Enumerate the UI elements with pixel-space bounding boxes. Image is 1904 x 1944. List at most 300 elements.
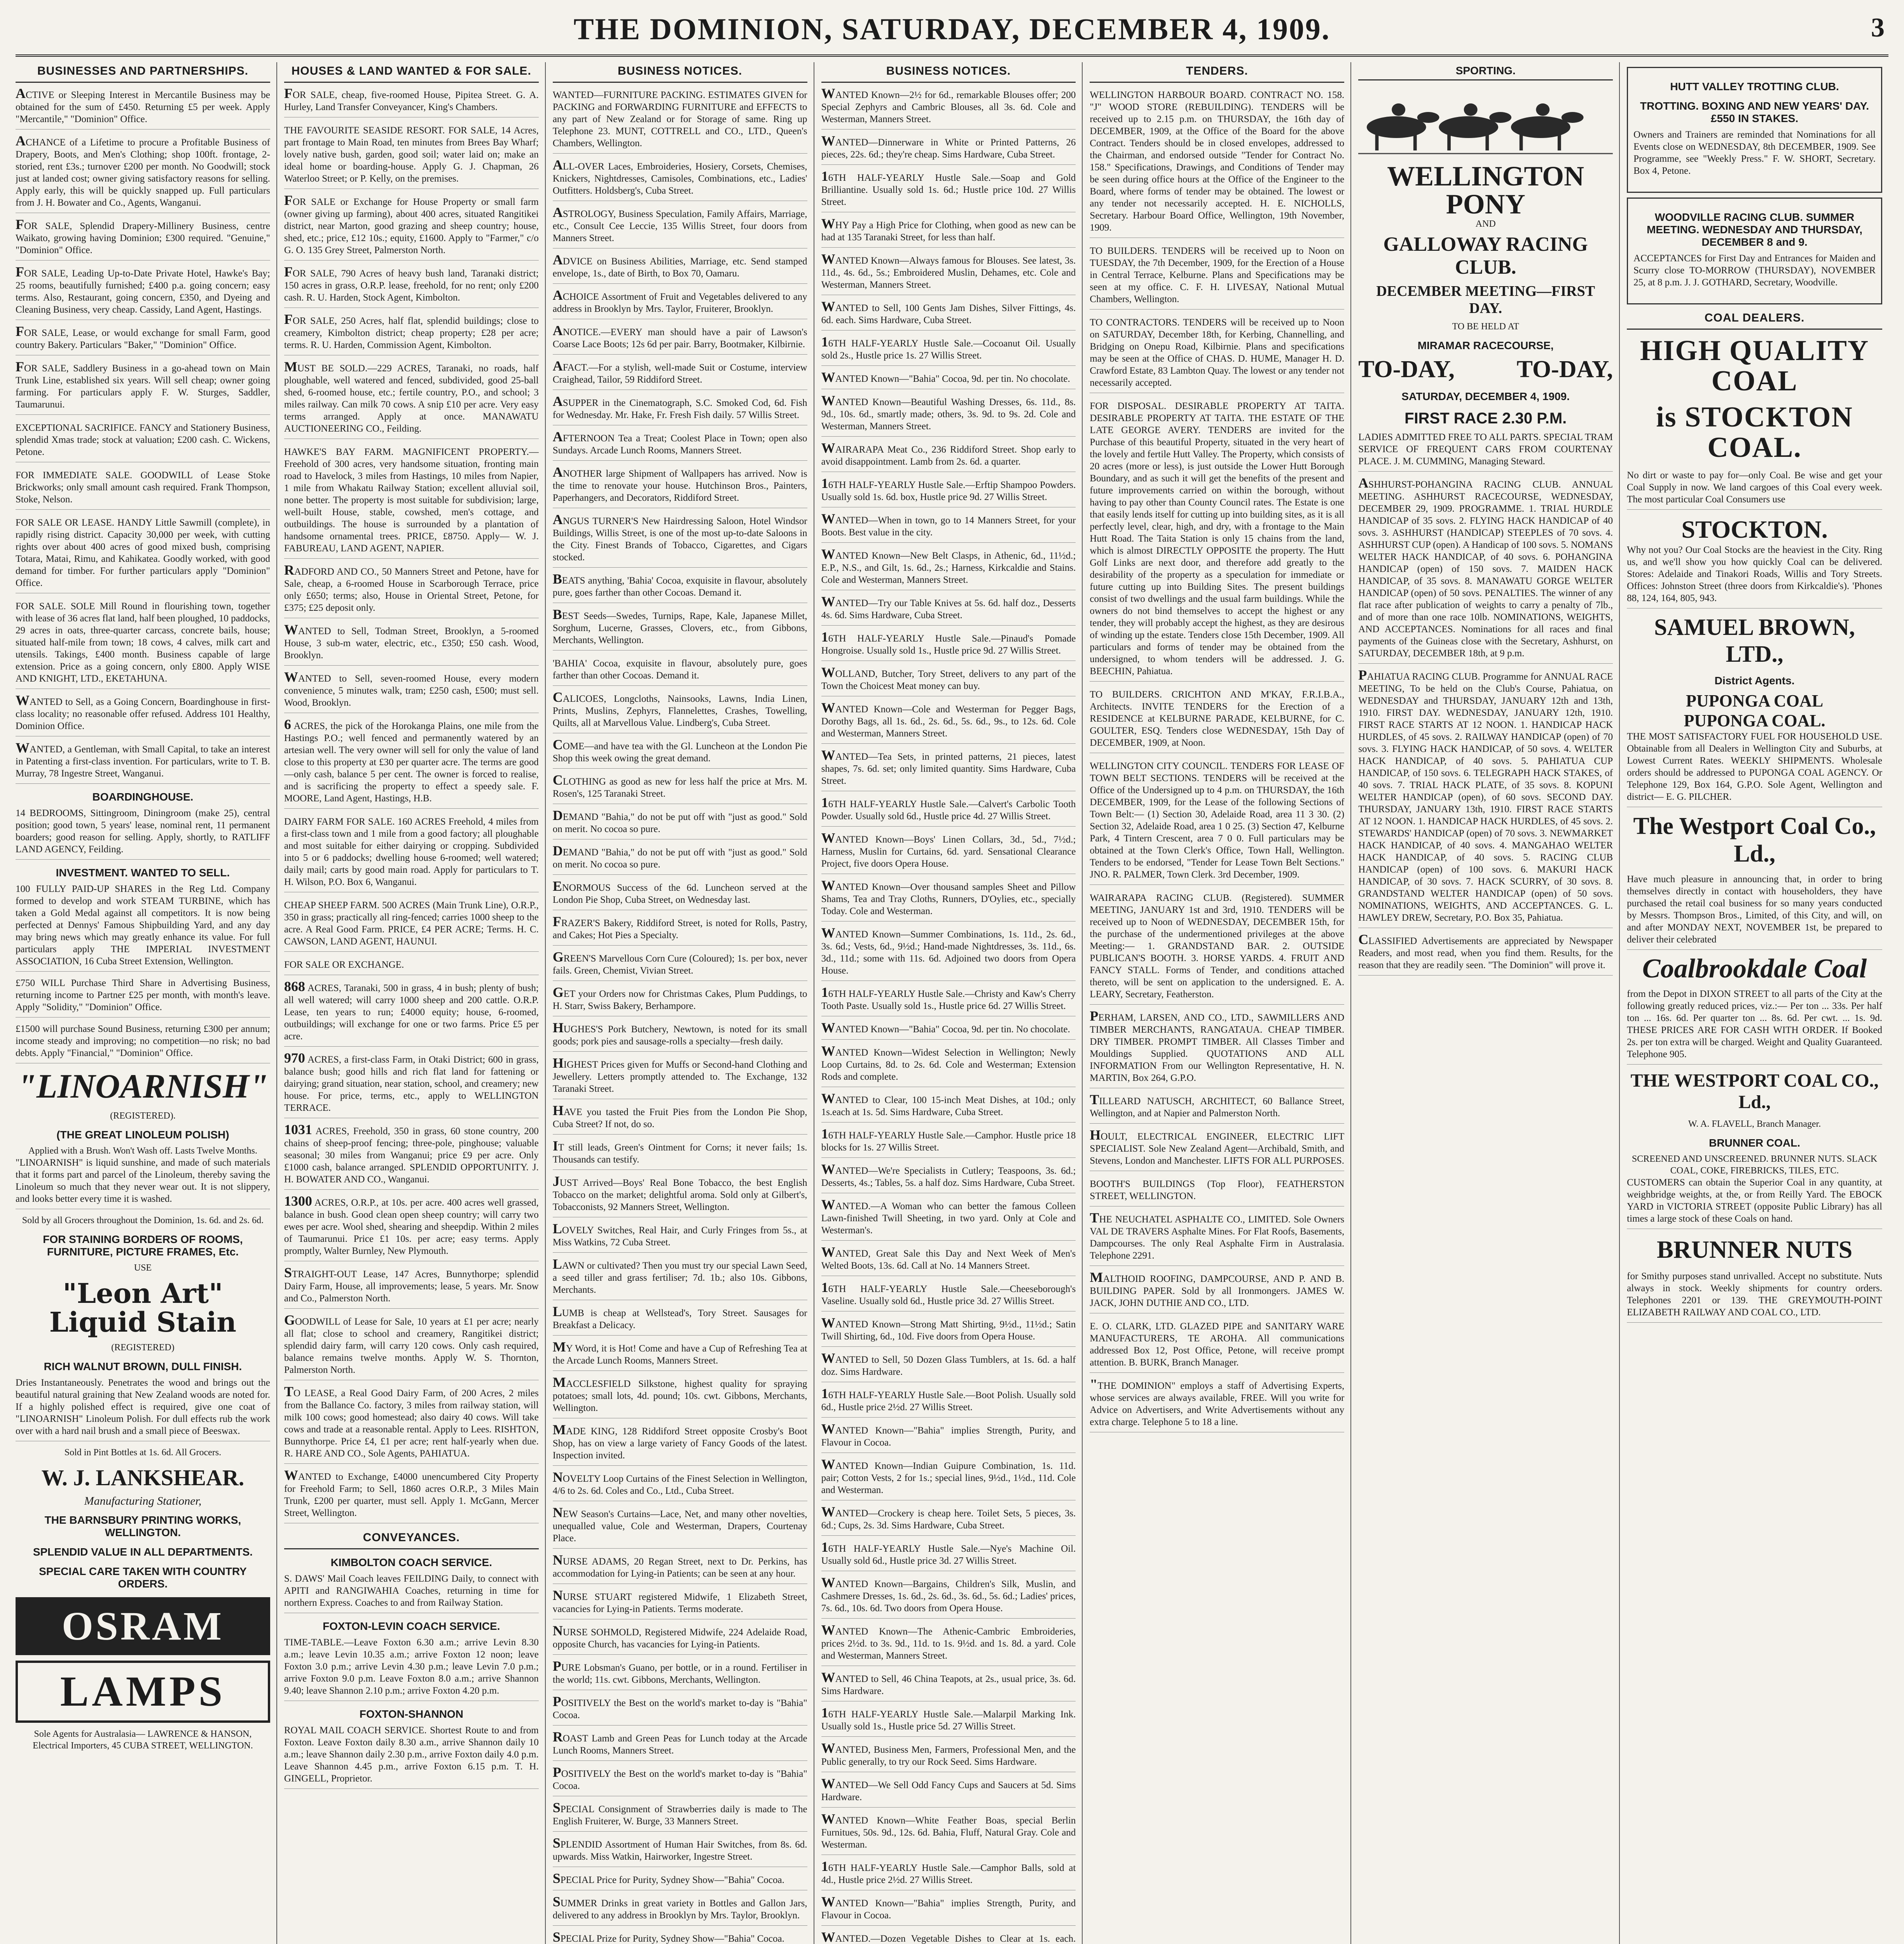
ad-text: ACRES, the pick of the Horokanga Plains, one mile from the Hastings P.O.; well fenced and permanently watered by an artesian well. The very owner will sell for only the value of land close to this property at £30 per quarter acre. The terms are good—only cash, balance 5 per cent. The owner is forced to realise, and is sacrificing the property to effect a speedy sale. F. MOORE, Land Agent, Hastings, H.B. [284, 721, 539, 804]
classified-ad [553, 1471, 807, 1501]
classified-ad [553, 395, 807, 425]
ad-text: EW Season's Curtains—Lace, Net, and many other novelties, unequalled value, Cole and Westerman, Drapers, Courtenay Place. [552, 1509, 807, 1544]
lankshear-title: W. J. LANKSHEAR. [41, 1465, 245, 1491]
ad-text: ANTED to Exchange, £4000 unencumbered City Property for Freehold Farm; to Sell, 1860 acres O.R.P., 3 Miles Main Trunk, £200 per quarter, must sell. Apply 1. McGann, Mercer Street, Wellington. [284, 1472, 539, 1518]
ad-initial: C [552, 689, 563, 705]
classified-ad [553, 159, 807, 201]
classified-ad [284, 624, 539, 666]
sporting-ads [1358, 477, 1613, 975]
ad-initial: A [16, 133, 26, 149]
ad-text: FOR SALE OR EXCHANGE. [284, 960, 404, 970]
classified-ad [1090, 1378, 1344, 1432]
business-notice-ads [821, 87, 1076, 1944]
classified-ad [553, 691, 807, 733]
ad-initial: F [16, 359, 24, 374]
kimbolton-coach-ad: S. DAWS' Mail Coach leaves FEILDING Daily, to connect with APITI and RANGIWAHIA Coaches, returning in time for northern Express. Coaches to and from Railway Station. [284, 1573, 539, 1613]
classified-ad [821, 513, 1076, 543]
ad-initial: W [821, 86, 835, 101]
ad-text: OLLAND, Butcher, Tory Street, delivers to any part of the Town the Choicest Meat money can buy. [821, 669, 1076, 691]
brunner-nuts-body: for Smithy purposes stand unrivalled. Accept no substitute. Nuts always in stock. Weekly shipments for country orders. Telephones 2201 or 139. THE GREYMOUTH-POINT ELIZABETH RAILWAY AND COAL CO., LTD. [1627, 1270, 1882, 1323]
linoarnish-subtitle: (THE GREAT LINOLEUM POLISH) [56, 1129, 229, 1141]
samuel-brown-title: SAMUEL BROWN, LTD., [1654, 614, 1855, 667]
ad-initial: A [552, 429, 563, 444]
classified-ad [16, 515, 270, 593]
ad-text: TO BUILDERS. TENDERS will be received up to Noon on TUESDAY, the 7th December, 1909, for the Erection of a House in Central Terrace, Kelburne. Plans and Specifications may be seen at my office. C. F. H. LIVESAY, National Mutual Chambers, Wellington. [1090, 246, 1345, 304]
section-subheading: FOXTON-SHANNON [359, 1708, 463, 1720]
section-heading: HOUSES & LAND WANTED & FOR SALE. [284, 62, 539, 83]
classified-ad [553, 573, 807, 603]
classified-ad [553, 845, 807, 875]
ad-text: ANTED—Tea Sets, in printed patterns, 21 pieces, latest shapes, 7s. 6d. set; only limited quantity. Sims Hardware, Cuba Street. [821, 752, 1076, 786]
ad-text: REEN'S Marvellous Corn Cure (Coloured); 1s. per box, never fails. Green, Chemist, Vivian Street. [552, 953, 807, 976]
classified-ad [821, 135, 1076, 165]
ad-text: ANTED Known—"Bahia" implies Strength, Purity, and Flavour in Cocoa. [821, 1425, 1076, 1448]
ad-initial: M [552, 1374, 566, 1390]
ad-initial: W [821, 1350, 835, 1366]
brunner-body: CUSTOMERS can obtain the Superior Coal in any quantity, at weighbridge weights, at the, or from Reilly Yard. The EBOCK YARD in VICTORIA STREET (opposite Public Library) has all times a large stock of these Coals on hand. [1627, 1177, 1882, 1229]
ad-text: 6TH HALF-YEARLY Hustle Sale.—Malarpil Marking Ink. Usually sold 1s., Hustle price 5d. 27 Willis Street. [821, 1709, 1076, 1732]
newspaper-title: THE DOMINION, SATURDAY, DECEMBER 4, 1909. [573, 12, 1331, 46]
classified-ad [821, 832, 1076, 874]
section-heading: COAL DEALERS. [1627, 309, 1882, 330]
classified-ad [821, 986, 1076, 1016]
brunner-nuts-title: BRUNNER NUTS [1656, 1235, 1853, 1263]
classified-ad [553, 608, 807, 650]
ad-initial: W [821, 393, 835, 408]
ad-text: OVELY Switches, Real Hair, and Curly Fringes from 5s., at Miss Watkins, 72 Cuba Street. [552, 1225, 807, 1248]
ad-initial: W [821, 664, 835, 680]
classified-ad [553, 1589, 807, 1619]
section-heading: TENDERS. [1090, 62, 1344, 83]
stain-body: Dries Instantaneously. Penetrates the wood and brings out the beautiful natural graining that New Zealand woods are noted for. If a highly polished effect is required, give one coat of "LINOARNISH" Linoleum Polish. For dull effects rub the work over with a hard nail brush and a small piece of Beeswax. [16, 1377, 270, 1441]
ad-text: ACRES, O.R.P., at 10s. per acre. 400 acres well grassed, balance in bush. Good clean open sheep country; will carry two ewes per acre. Wool shed, shearing and sheepdip. Within 2 miles of Taumarunui. Price £1 10s. per acre; easy terms. Apply promptly, Walter Burnley, New Plymouth. [284, 1198, 539, 1256]
ad-initial: G [552, 984, 564, 1000]
classified-ad [821, 1128, 1076, 1158]
ad-initial: F [16, 323, 24, 339]
ad-text: AWN or cultivated? Then you must try our special Lawn Seed, a seed tiller and grass fertiliser; 7d. 1b.; also 10s. Gibbons, Merchants. [552, 1260, 807, 1295]
ad-initial: W [821, 700, 835, 715]
classified-ad [553, 1258, 807, 1300]
classified-ad [553, 1022, 807, 1052]
business-ads [16, 87, 270, 784]
ad-text: ANTED to Clear, 100 15-inch Meat Dishes, at 10d.; only 1s.each at 1s. 5d. Sims Hardware, Cuba Street. [821, 1095, 1076, 1117]
classified-ad [821, 218, 1076, 248]
ad-text: ANTED—We Sell Odd Fancy Cups and Saucers at 5d. Sims Hardware. [821, 1780, 1076, 1802]
ad-initial: D [552, 843, 563, 858]
ad-initial: S [552, 1871, 561, 1886]
ad-initial: F [552, 914, 561, 929]
ad-text: UMB is cheap at Wellstead's, Tory Street. Sausages for Breakfast a Delicacy. [552, 1308, 807, 1330]
section-subheading: FOXTON-LEVIN COACH SERVICE. [323, 1620, 500, 1632]
ad-text: ET your Orders now for Christmas Cakes, Plum Puddings, to H. Starr, Swiss Bakery, Berhampore. [552, 989, 807, 1011]
ad-initial: G [284, 1312, 295, 1328]
ad-text: ACCLESFIELD Silkstone, highest quality for spraying potatoes; small lots, 4d. pound; 10s. cwt. Gibbons, Merchants, Wellington. [552, 1379, 807, 1413]
ad-text: NORMOUS Success of the 6d. Luncheon served at the London Pie Shop, Cuba Street, on Wednesday last. [552, 883, 807, 905]
classified-ad [284, 671, 539, 713]
classified-ad [553, 951, 807, 981]
ad-text: THE FAVOURITE SEASIDE RESORT. FOR SALE, 14 Acres, part frontage to Main Road, ten minutes from Brees Bay Wharf; lovely native bush, garden, good soil; water laid on; make an ideal home or boarding-house. Apply G. J. Chapman, 26 Waterloo Street; or P. Kelly, on the premises. [284, 125, 539, 184]
ad-initial: W [284, 1467, 298, 1483]
classified-ad [1358, 477, 1613, 664]
linoarnish-tagline: Applied with a Brush. Won't Wash off. Lasts Twelve Months. [28, 1146, 257, 1156]
ad-text: LOTHING as good as new for less half the price at Mrs. M. Rosen's, 125 Taranaki Street. [552, 776, 807, 799]
ad-text: ANTED, Great Sale this Day and Next Week of Men's Welted Boots, 13s. 6d. Call at No. 14 Manners Street. [821, 1248, 1076, 1271]
classified-ad [553, 1175, 807, 1217]
ad-initial: 1 [821, 334, 828, 350]
linoarnish-title: "LINOARNISH" [17, 1068, 269, 1105]
classified-ad [821, 927, 1076, 981]
classified-ad [553, 87, 807, 154]
ad-text: NOTICE.—EVERY man should have a pair of Lawson's Coarse Lace Boots; 12s 6d per pair. Barry, Bootmaker, Kilbirnie. [552, 327, 807, 350]
ad-initial: 6 [284, 717, 291, 732]
ad-initial: W [821, 1244, 835, 1260]
ad-text: IGHEST Prices given for Muffs or Second-hand Clothing and Jewellery. Letters promptly attended to. The Exchange, 132 Taranaki Street. [552, 1059, 807, 1094]
classified-ad [553, 1057, 807, 1099]
classified-ad [16, 694, 270, 736]
coal-headline: is STOCKTON COAL. [1656, 401, 1853, 464]
ad-text: ANTED Known—Strong Matt Shirting, 9½d., 11½d.; Satin Twill Shirting, 6d., 10d. Five doors from Opera House. [821, 1319, 1076, 1342]
ad-text: ANTED.—Dozen Vegetable Dishes to Clear at 1s. each. [835, 1934, 1076, 1944]
classified-ad [821, 666, 1076, 696]
ad-text: FOR SALE. SOLE Mill Round in flourishing town, together with lease of 36 acres flat land, half been ploughed, 10 paddocks, 29 acres in oats, three-quarter carcass, concrete bails, house; situated half-mile from town; 18 cows, 4 calves, milk cart and utensils. Takings, £400 month. Business capable of large extension. Price as a going concern, only £800. Apply WISE AND KNIGHT, LTD., EKETAHUNA. [16, 601, 270, 684]
classified-ad [1090, 1010, 1344, 1088]
classified-ad [821, 548, 1076, 590]
classified-ad [284, 361, 539, 439]
classified-ad [821, 749, 1076, 791]
classified-ad [821, 1352, 1076, 1382]
ad-initial: A [552, 323, 563, 338]
ad-initial: S [552, 1835, 561, 1851]
ad-text: 6TH HALF-YEARLY Hustle Sale.—Camphor. Hustle price 18 blocks for 1s. 27 Willis Street. [821, 1130, 1076, 1153]
racing-horses-illustration [1358, 84, 1613, 158]
trotting-events: TROTTING. BOXING AND NEW YEARS' DAY. £550 IN STAKES. [1640, 100, 1869, 124]
ad-text: BOOTH'S BUILDINGS (Top Floor), FEATHERSTON STREET, WELLINGTON. [1090, 1179, 1345, 1201]
ad-initial: T [1090, 1092, 1099, 1107]
ad-text: ANTED Known—2½ for 6d., remarkable Blouses offer; 200 Special Zephyrs and Cambric Blouses, all 3s. 6d. Cole and Westerman, Manners Street. [821, 90, 1076, 124]
ad-initial: W [821, 251, 835, 267]
stain-sold: Sold in Pint Bottles at 1s. 6d. All Grocers. [64, 1448, 222, 1458]
ad-text: ANTED to Sell, 100 Gents Jam Dishes, Silver Fittings, 4s. 6d. each. Sims Hardware, Cuba Street. [821, 303, 1076, 325]
ad-text: 6TH HALF-YEARLY Hustle Sale.—Camphor Balls, sold at 4d., Hustle price 2½d. 27 Willis Street. [821, 1863, 1076, 1885]
ad-text: SHHURST-POHANGINA RACING CLUB. ANNUAL MEETING. ASHHURST RACECOURSE, WEDNESDAY, DECEMBER 29, 1909. PROGRAMME. 1. TRIAL HURDLE HANDICAP of 35 sovs. 2. FLYING HACK HANDICAP of 40 sovs. 3. ASHHURST (HANDICAP) STEEPLES of 70 sovs. 4. ASHHURST CUP (open). A Handicap of 100 sovs. 5. NOMANS WELTER HACK HANDICAP, of 40 sovs. 6. POHANGINA HANDICAP (open) of 150 sovs. 7. MAIDEN HACK HANDICAP, of 35 sovs. 8. MANAWATU GORGE WELTER HANDICAP (open) of 50 sovs. PENALTIES. The winner of any flat race after publication of weights to carry a penalty of 7lb., and of more than one race 10lb. NOMINATIONS, WEIGHTS, AND ACCEPTANCES. Nominations for all races and final payments of the Guineas close with the Secretary, Ashhurst, on SATURDAY, DECEMBER 18th, at 9 p.m. [1358, 479, 1613, 659]
ad-initial: D [552, 808, 563, 823]
today-left: TO-DAY, [1358, 356, 1455, 383]
ad-initial: A [552, 205, 563, 220]
classified-ad [284, 814, 539, 892]
ad-text: T still leads, Green's Ointment for Corns; it never fails; 1s. Thousands can testify. [552, 1142, 807, 1165]
classified-ad [1090, 87, 1344, 238]
ad-initial: G [552, 949, 564, 965]
classified-ad [1090, 315, 1344, 393]
ad-initial: A [16, 86, 26, 101]
ad-text: EST Seeds—Swedes, Turnips, Rape, Kale, Japanese Millet, Sorghum, Lucerne, Grasses, Clovers, etc., from Gibbons, Merchants, Wellington. [552, 611, 807, 645]
ad-initial: F [284, 192, 293, 208]
classified-ad [821, 1707, 1076, 1737]
trotting-ad [1627, 67, 1882, 193]
ad-text: FTERNOON Tea a Treat; Coolest Place in Town; open also Sundays. Arcade Lunch Rooms, Manners Street. [552, 433, 807, 456]
classified-ad [821, 170, 1076, 212]
ad-text: ANTED Known—Over thousand samples Sheet and Pillow Shams, Tea and Tray Cloths, Runners, D'Oylies, etc., specially Today. Cole and Westerman. [821, 882, 1076, 916]
classified-ad [16, 420, 270, 462]
ad-initial: W [821, 925, 835, 941]
classified-ad [553, 1931, 807, 1944]
business-purchase-ad: £1500 will purchase Sound Business, returning £300 per annum; income steady and improving; no competition—no risk; no bad debts. Apply "Financial," "Dominion" Office. [16, 1023, 270, 1063]
ad-text: ANTED Known—Always famous for Blouses. See latest, 3s. 11d., 4s. 6d., 5s.; Embroidered Muslin, Dehames, etc. Cole and Westerman, Manners Street. [821, 255, 1076, 290]
ad-initial: 1031 [284, 1122, 312, 1137]
ad-text: OSITIVELY the Best on the world's market to-day is "Bahia" Cocoa. [552, 1698, 807, 1720]
ad-initial: W [821, 299, 835, 314]
ad-initial: W [821, 1575, 835, 1590]
ad-text: ANTED Known—New Belt Clasps, in Athenic, 6d., 11½d.; E.P., N.S., and Gilt, 1s. 6d., 2s.; Harness, Kirkcaldie and Stains. Cole and Westerman, Manners Street. [821, 551, 1076, 585]
ad-initial: T [284, 1384, 293, 1399]
classified-ad [553, 774, 807, 804]
classified-ad [821, 1742, 1076, 1772]
osram-agents: Sole Agents for Australasia— LAWRENCE & HANSON, Electrical Importers, 45 CUBA STREET, WELLINGTON. [33, 1729, 253, 1751]
classified-ad [284, 1124, 539, 1190]
ad-text: PECIAL Consignment of Strawberries daily is made to The English Fruiterer, W. Burge, 33 Manners Street. [552, 1804, 807, 1827]
ad-initial: F [284, 311, 293, 327]
venue: MIRAMAR RACECOURSE, [1417, 339, 1554, 351]
ad-initial: N [552, 1587, 563, 1603]
ad-initial: M [1090, 1269, 1103, 1285]
ad-text: NGUS TURNER'S New Hairdressing Saloon, Hotel Windsor Buildings, Willis Street, is one of the most up-to-date Saloons in the City. Finest Brands of Tobacco, Cigarettes, and Cigars stocked. [552, 516, 807, 563]
column-business-notices-2 [821, 62, 1083, 1944]
classified-ad [821, 395, 1076, 437]
lankshear-value: SPLENDID VALUE IN ALL DEPARTMENTS. [33, 1546, 253, 1558]
classified-ad [821, 1458, 1076, 1500]
ad-text: FACT.—For a stylish, well-made Suit or Costume, interview Craighead, Tailor, 59 Riddiford Street. [552, 362, 807, 385]
classified-ad [553, 656, 807, 686]
ad-text: CHOICE Assortment of Fruit and Vegetables delivered to any address in Brooklyn by Mrs. Taylor, Fruiterer, Brooklyn. [552, 292, 807, 314]
houses-land-ads [284, 87, 539, 1523]
classified-ad [16, 135, 270, 213]
ad-text: ANTED—We're Specialists in Cutlery; Teaspoons, 3s. 6d.; Desserts, 4s.; Tables, 5s. a half doz. Sims Hardware, Cuba Street. [821, 1166, 1076, 1188]
ad-initial: W [284, 669, 298, 685]
section-subheading: KIMBOLTON COACH SERVICE. [330, 1556, 492, 1568]
ad-initial: A [552, 512, 563, 527]
ad-initial: P [1090, 1008, 1099, 1024]
district-agents: District Agents. [1714, 674, 1795, 687]
ad-text: ANTED.—A Woman who can better the famous Colleen Lawn-finished Twill Sheeting, in two yard. Only at Cole and Westerman's. [821, 1201, 1076, 1236]
ad-initial: W [821, 1020, 835, 1035]
masthead [16, 8, 1888, 57]
classified-ad [821, 702, 1076, 744]
ad-text: 6TH HALF-YEARLY Hustle Sale.—Christy and Kaw's Cherry Tooth Paste. Usually sold 1s., Hustle price 6d. 27 Willis Street. [821, 989, 1076, 1011]
meeting-title: DECEMBER MEETING—FIRST DAY. [1376, 283, 1595, 316]
classified-ad [553, 739, 807, 769]
galloway-title: GALLOWAY RACING CLUB. [1383, 233, 1588, 278]
classified-ad [553, 880, 807, 910]
ad-initial: A [552, 157, 563, 173]
ad-initial: 1 [821, 1539, 828, 1555]
ad-text: ANTED Known—Bargains, Children's Silk, Muslin, and Cashmere Dresses, 1s. 6d., 2s. 6d., 3s. 6d., 5s. 6d.; Ladies' prices, 7s. 6d., 10s. 6d. Two doors from Opera House. [821, 1579, 1076, 1614]
ad-initial: R [552, 1729, 563, 1745]
ad-initial: " [1090, 1376, 1098, 1392]
column-business-notices-1 [553, 62, 814, 1944]
classified-ad [284, 194, 539, 260]
classified-ad [553, 1306, 807, 1336]
ad-text: ERHAM, LARSEN, AND CO., LTD., SAWMILLERS AND TIMBER MERCHANTS, RANGATAUA. CHEAP TIMBER. DRY TIMBER. PROMPT TIMBER. All Classes Timber and Mouldings Supplied. QUOTATIONS AND ALL INFORMATION From our Wellington Representative, H. N. MARTIN, Box 264, G.P.O. [1090, 1012, 1345, 1083]
westport-title-2: THE WESTPORT COAL CO., Ld., [1630, 1070, 1879, 1112]
section-subheading: INVESTMENT. WANTED TO SELL. [56, 867, 230, 879]
stain-registered: (REGISTERED) [111, 1343, 175, 1353]
westport-body: Have much pleasure in announcing that, in order to bring themselves directly in contact with householders, they have purchased the retail coal business for so many years conducted by Messrs. Thompson Bros., Limited, of this City, and will, on and after MONDAY NEXT, NOVEMBER 1st, be prepared to deliver their celebrated [1627, 873, 1882, 950]
ad-initial: W [821, 1161, 835, 1177]
woodville-ad [1627, 198, 1882, 304]
puponga-title: PUPONGA COAL [1686, 691, 1824, 710]
classified-ad [284, 898, 539, 952]
ad-initial: J [552, 1173, 560, 1189]
column-businesses [16, 62, 277, 1944]
classified-ad [553, 254, 807, 284]
ad-initial: W [821, 1315, 835, 1330]
ad-initial: F [16, 264, 24, 280]
ad-text: ANTED Known—Cole and Westerman for Pegger Bags, Dorothy Bags, all 1s. 6d., 2s. 6d., 5s. 6d., 9s., to 12s. 6d. Cole and Westerman, Manners Street. [821, 704, 1076, 739]
ad-text: URE Lobsman's Guano, per bottle, or in a round. Fertiliser in the world; 11s. cwt. Gibbons, Merchants, Wellington. [552, 1663, 807, 1685]
classified-ad [1090, 759, 1344, 885]
classified-ad [821, 1093, 1076, 1122]
ad-text: OR SALE, 250 Acres, half flat, splendid buildings; close to creamery, Kimbolton district; cheap property; £28 per acre; terms. R. U. Harden, Commission Agent, Kimbolton. [284, 316, 539, 350]
ad-initial: S [552, 1894, 561, 1909]
page-columns [16, 62, 1888, 1944]
classified-ad [821, 1246, 1076, 1276]
ad-initial: 1300 [284, 1193, 312, 1209]
linoarnish-body: "LINOARNISH" is liquid sunshine, and made of such materials that it forms part and parcel of the Linoleum, thereby saving the Linoleum so much that they never wear out. It is not slippery, and looks better every time it is washed. [16, 1157, 270, 1209]
ad-text: UST Arrived—Boys' Real Bone Tobacco, the best English Tobacco on the market; delightful aroma. Sold only at Gilbert's, Tobacconists, 92 Manners Street, Wellington. [552, 1178, 807, 1212]
classified-ad [16, 219, 270, 260]
ad-initial: 1 [821, 629, 828, 645]
woodville-body: ACCEPTANCES for First Day and Entrances for Maiden and Scurry close TO-MORROW (THURSDAY), NOVEMBER 25, at 8 p.m. J. J. GOTHARD, Secretary, Woodville. [1633, 253, 1876, 288]
classified-ad [553, 1105, 807, 1135]
ad-initial: A [552, 393, 563, 409]
ad-text: Y Word, it is Hot! Come and have a Cup of Refreshing Tea at the Arcade Lunch Rooms, Manners Street. [552, 1343, 807, 1366]
classified-ad [1090, 1271, 1344, 1313]
classified-ad [553, 1696, 807, 1725]
ad-initial: W [821, 1504, 835, 1519]
classified-ad [821, 1423, 1076, 1453]
coal-body: No dirt or waste to pay for—only Coal. Be wise and get your Coal Supply in now. We land cargoes of this Coal every week. The most particular Coal Consumers use [1627, 469, 1882, 510]
ad-initial: L [552, 1221, 562, 1236]
ad-text: OVELTY Loop Curtains of the Finest Selection in Wellington, 4/6 to 2s. 6d. Coles and Co., Ltd., Cuba Street. [552, 1474, 807, 1496]
ad-initial: M [284, 359, 297, 374]
classified-ad [821, 1671, 1076, 1701]
classified-ad [553, 1896, 807, 1926]
section-heading: BUSINESS NOTICES. [821, 62, 1076, 83]
ad-text: OR SALE, Saddlery Business in a go-ahead town on Main Trunk Line, established six years. Will sell cheap; owner going farming. For particulars apply F. W. Sturges, Saddler, Taumarunui. [16, 363, 270, 410]
brunner-subtitle: SCREENED AND UNSCREENED. BRUNNER NUTS. SLACK COAL, COKE, FIREBRICKS, TILES, ETC. [1632, 1154, 1878, 1176]
ad-text: ANTED Known—"Bahia" Cocoa, 9d. per tin. No chocolate. [835, 374, 1070, 384]
lamps-title: LAMPS [16, 1661, 270, 1723]
classified-ad [16, 742, 270, 784]
ad-text: ADFORD AND CO., 50 Manners Street and Petone, have for Sale, cheap, a 6-roomed House in Scarborough Terrace, price only £650; terms; also, House in Oriental Street, Petone, for £375; £25 deposit only. [284, 566, 539, 613]
classified-ad [284, 719, 539, 809]
first-race: FIRST RACE 2.30 P.M. [1404, 410, 1567, 427]
classified-ad [1358, 669, 1613, 928]
classified-ad [284, 444, 539, 559]
lankshear-country: SPECIAL CARE TAKEN WITH COUNTRY ORDERS. [39, 1565, 247, 1590]
classified-ad [284, 313, 539, 355]
ad-text: AVE you tasted the Fruit Pies from the London Pie Shop, Cuba Street? If not, do so. [552, 1107, 807, 1129]
classified-ad [553, 1223, 807, 1253]
stain-color: RICH WALNUT BROWN, DULL FINISH. [44, 1360, 242, 1373]
ad-initial: W [821, 1456, 835, 1472]
ad-initial: W [821, 133, 835, 149]
ad-initial: W [821, 440, 835, 456]
classified-ad [284, 957, 539, 975]
section-heading: CONVEYANCES. [284, 1529, 539, 1549]
ad-text: LL-OVER Laces, Embroideries, Hosiery, Corsets, Chemises, Knickers, Nightdresses, Camisoles, Combinations, etc., Ladies' Outfitters. Holdsberg's, Cuba Street. [552, 161, 807, 196]
ad-text: OSITIVELY the Best on the world's market to-day is "Bahia" Cocoa. [552, 1769, 807, 1791]
ad-initial: L [552, 1304, 562, 1319]
ad-text: PLENDID Assortment of Human Hair Switches, from 8s. 6d. upwards. Miss Watkin, Hairworker, Ingestre Street. [552, 1839, 807, 1862]
classified-ad [821, 1281, 1076, 1311]
ad-initial: 1 [821, 795, 828, 810]
ad-text: E. O. CLARK, LTD. GLAZED PIPE and SANITARY WARE MANUFACTURERS, TE AROHA. All communications addressed Box 12, Post Office, Petone, will receive prompt attention. B. BURK, Branch Manager. [1090, 1321, 1345, 1368]
classified-ad [553, 466, 807, 508]
ad-text: THE DOMINION" employs a staff of Advertising Experts, whose services are always available, FREE. Will you write for Advice on Advertisers, and Write Advertisements without any extra charge. Telephone 5 to 18 a line. [1090, 1381, 1345, 1427]
classified-ad [821, 1813, 1076, 1855]
ad-text: EATS anything, 'Bahia' Cocoa, exquisite in flavour, absolutely pure, goes farther than other Cocoas. Demand it. [552, 575, 807, 598]
ad-text: WANTED—FURNITURE PACKING. ESTIMATES GIVEN for PACKING and FORWARDING FURNITURE and EFFECTS to any part of New Zealand or for Storage of same. Ring up Telephone 23. MUNT, COTTRELL and CO., LTD., Queen's Chambers, Wellington. [552, 90, 807, 149]
ad-initial: W [821, 216, 835, 231]
ad-text: ANTED to Sell, as a Going Concern, Boardinghouse in first-class locality; no reasonable offer refused. Address 101 Healthy, Dominion Office. [16, 697, 270, 731]
ad-initial: W [821, 1670, 835, 1685]
ad-initial: P [552, 1694, 561, 1709]
ad-text: WELLINGTON CITY COUNCIL. TENDERS FOR LEASE OF TOWN BELT SECTIONS. TENDERS will be received at the Office of the Undersigned up to 4 p.m. on THURSDAY, the 16th DECEMBER, 1909, for the Lease of the following Sections of Town Belt:— (1) Section 30, Adelaide Road, area 11 3 30. (2) Section 32, Adelaide Road, area 1 0 25. (3) Section 47, Kelburne Park, 4 Tintern Crescent, area 7 0 0. Full particulars may be obtained at the Town Clerk's Office, Town Hall, Wellington. Tenders to be endorsed, "Tender for Lease Town Belt Sections." JNO. R. PALMER, Town Clerk. 3rd December, 1909. [1090, 761, 1345, 880]
ad-text: TO CONTRACTORS. TENDERS will be received up to Noon on SATURDAY, December 18th, for Kerbing, Channelling, and Bridging on Onepu Road, Kilbirnie. Plans and specifications may be seen at the Office of CHAS. D. HUME, Manager H. D. Crawford Estate, 83 Lambton Quay. The lowest or any tender not necessarily accepted. [1090, 317, 1345, 388]
classified-ad [1090, 1177, 1344, 1206]
classified-ad [553, 1802, 807, 1832]
ad-initial: P [552, 1764, 561, 1780]
ad-initial: W [16, 740, 30, 755]
classified-ad [821, 1577, 1076, 1619]
ad-initial: W [821, 747, 835, 763]
ad-text: OAST Lamb and Green Peas for Lunch today at the Arcade Lunch Rooms, Manners Street. [552, 1733, 807, 1756]
classified-ad [553, 1625, 807, 1655]
classified-ad [553, 1341, 807, 1371]
ad-text: DAIRY FARM FOR SALE. 160 ACRES Freehold, 4 miles from a first-class town and 1 mile from a good factory; all ploughable and most suitable for either dairying or cropping. Subdivided into 5 or 6 paddocks; dwelling house 6-roomed; well watered; daily mail; carts by good main road. Apply for particulars to T. H. Wilson, P.O. Box 6, Wanganui. [284, 816, 539, 887]
ad-initial: H [552, 1020, 564, 1035]
ad-text: URSE ADAMS, 20 Regan Street, next to Dr. Perkins, has accommodation for Lying-in Patients; can be seen at any hour. [552, 1556, 807, 1579]
classified-ad [821, 301, 1076, 330]
ad-text: OR SALE, Leading Up-to-Date Private Hotel, Hawke's Bay; 25 rooms, beautifully furnished; £400 p.a. going concern; easy terms. Also, Restaurant, going concern, £350, and Dyeing and Cleaning Business, very cheap. Cassidy, Land Agent, Hastings. [16, 268, 270, 315]
classified-ad [821, 1624, 1076, 1666]
ad-text: ANTED Known—Beautiful Washing Dresses, 6s. 11d., 8s. 9d., 10s. 6d., smartly made; others, 3s. 9d. to 9s. 2d. Cole and Westerman, Manners Street. [821, 397, 1076, 432]
classified-ad [553, 986, 807, 1016]
ad-initial: N [552, 1623, 563, 1638]
ad-initial: W [821, 1929, 835, 1944]
ad-initial: M [552, 1422, 566, 1437]
ad-initial: P [1358, 667, 1367, 683]
classified-ad [284, 1195, 539, 1261]
ad-text: ILLEARD NATUSCH, ARCHITECT, 60 Ballance Street, Wellington, and at Napier and Palmerston North. [1090, 1096, 1345, 1119]
classified-ad [284, 1267, 539, 1309]
column-sporting [1358, 62, 1620, 1944]
classified-ad [553, 1376, 807, 1418]
ad-text: OODWILL of Lease for Sale, 10 years at £1 per acre; nearly all flat; close to school and creamery, Rangitikei district; splendid dairy farm, will carry 120 cows. Only cash required, balance remains twelve months. Apply W. S. Thornton, Palmerston North. [284, 1316, 539, 1375]
ad-initial: A [552, 287, 563, 303]
foxton-levin-ad: TIME-TABLE.—Leave Foxton 6.30 a.m.; arrive Levin 8.30 a.m.; leave Levin 10.35 a.m.; arrive Foxton 12 noon; leave Foxton 3.0 p.m.; arrive Levin 4.30 p.m.; leave Levin 7.0 p.m.; arrive Foxton 9.0 p.m. Leave Foxton 8.0 a.m.; arrive Shannon 9.40; leave Shannon 2.10 p.m.; arrive Foxton 4.20 p.m. [284, 1636, 539, 1701]
classified-ad [821, 1045, 1076, 1087]
classified-ad [553, 1837, 807, 1867]
classified-ad [16, 599, 270, 689]
ad-text: ANTED, a Gentleman, with Small Capital, to take an interest in Patenting a first-class invention. For particulars, write to T. B. Murray, 78 Ingestre Street, Wanganui. [16, 744, 270, 779]
classified-ad [821, 1163, 1076, 1193]
ad-initial: A [552, 252, 563, 267]
classified-ad [284, 1386, 539, 1464]
ad-text: WAIRARAPA RACING CLUB. (Registered). SUMMER MEETING, JANUARY 1st and 3rd, 1910. TENDERS will be received up to Noon of WEDNESDAY, DECEMBER 15th, for the purchase of the undermentioned privileges at the above Meeting:— 1. GRANDSTAND BAR. 2. OUTSIDE PUBLICAN'S BOOTH. 3. HORSE YARDS. 4. FRUIT AND FANCY STALL. Forms of Tender, and conditions attached thereto, will be sent on application to the undersigned. E. A. LEARY, Secretary, Featherston. [1090, 893, 1345, 1000]
classified-ad [553, 289, 807, 319]
